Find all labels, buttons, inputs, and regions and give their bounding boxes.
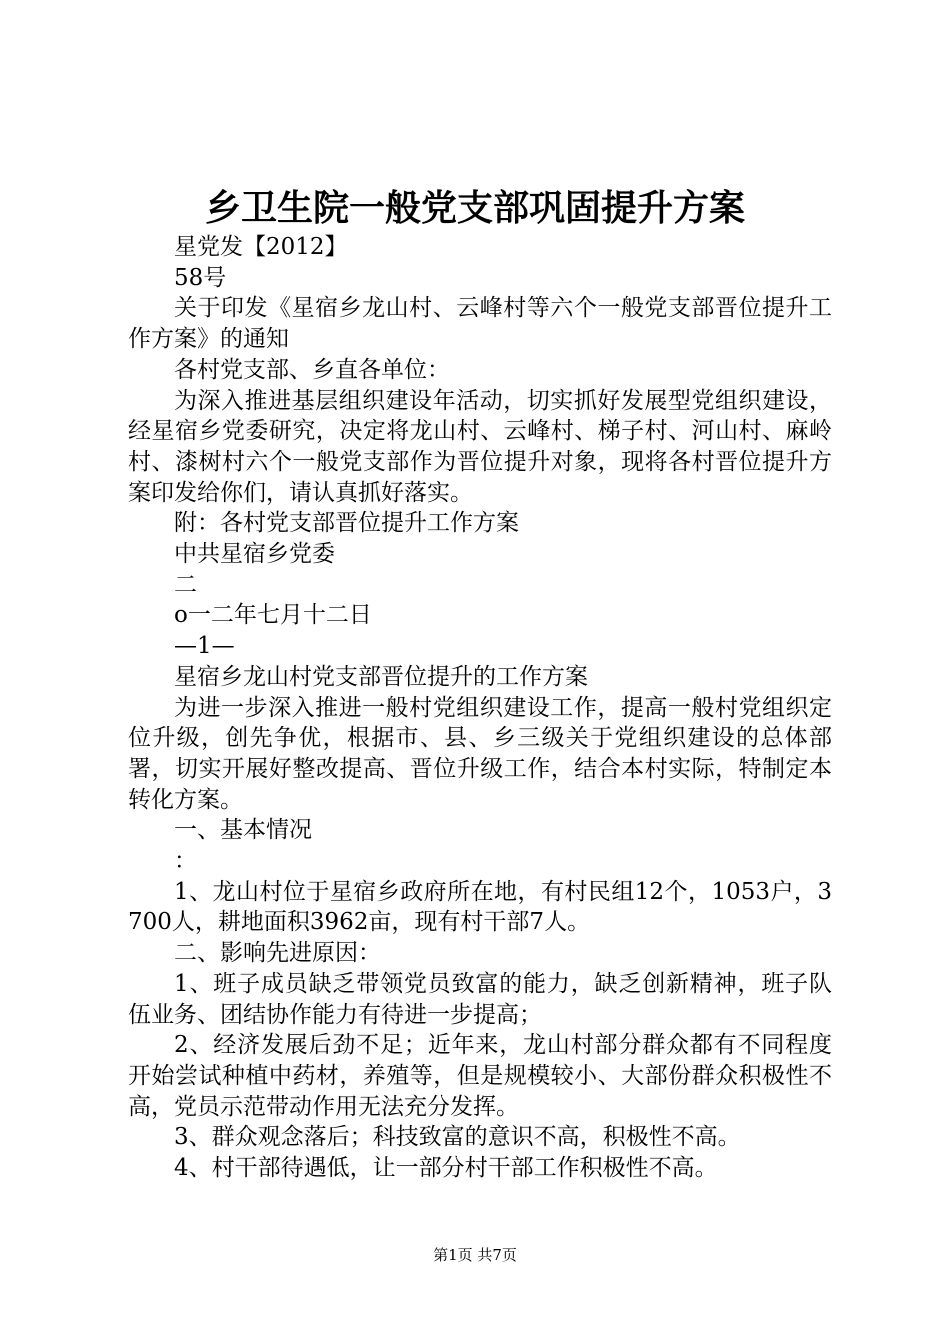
document-title: 乡卫生院一般党支部巩固提升方案 xyxy=(204,187,745,229)
plan-intro: 为进一步深入推进一般村党组织建设工作，提高一般村党组织定位升级，创先争优，根据市、县、乡三级关于党组织建设的总体部署，切实开展好整改提高、晋位升级工作，结合本村实际，特制定本转化方案。 xyxy=(128,694,832,813)
doc-number-suffix: 58号 xyxy=(174,264,227,291)
attachment-line: 附：各村党支部晋位提升工作方案 xyxy=(174,510,519,537)
issuer: 中共星宿乡党委 xyxy=(174,541,335,568)
date-line-1: 二 xyxy=(174,571,197,598)
notice-heading: 关于印发《星宿乡龙山村、云峰村等六个一般党支部晋位提升工作方案》的通知 xyxy=(128,295,832,353)
colon-line: ： xyxy=(174,848,197,875)
notice-paragraph: 为深入推进基层组织建设年活动，切实抓好发展型党组织建设，经星宿乡党委研究，决定将龙山村、云峰村、梯子村、河山村、麻岭村、漆树村六个一般党支部作为晋位提升对象，现将各村晋位提升方案印发给你们，请认真抓好落实。 xyxy=(128,387,832,506)
document-body xyxy=(128,232,832,1184)
reason-item-2: 2、经济发展后劲不足；近年来，龙山村部分群众都有不同程度开始尝试种植中药材，养殖等，但是规模较小、大部份群众积极性不高，党员示范带动作用无法充分发挥。 xyxy=(128,1032,832,1120)
basic-item-1: 1、龙山村位于星宿乡政府所在地，有村民组12个，1053户，3700人，耕地面积3962亩，现有村干部7人。 xyxy=(128,878,832,936)
date-line-2: o一二年七月十二日 xyxy=(174,602,372,629)
section-heading-basic: 一、基本情况 xyxy=(174,817,312,844)
page-marker: —1— xyxy=(174,633,235,660)
reason-item-1: 1、班子成员缺乏带领党员致富的能力，缺乏创新精神，班子队伍业务、团结协作能力有待进一步提高； xyxy=(128,970,832,1028)
plan-heading: 星宿乡龙山村党支部晋位提升的工作方案 xyxy=(174,663,588,690)
section-heading-reasons: 二、影响先进原因： xyxy=(174,940,381,967)
salutation: 各村党支部、乡直各单位： xyxy=(174,356,450,383)
reason-item-3: 3、群众观念落后；科技致富的意识不高，积极性不高。 xyxy=(174,1124,741,1151)
page-footer: 第1页 共7页 xyxy=(433,1246,517,1264)
doc-number: 星党发【2012】 xyxy=(174,234,348,260)
reason-item-4: 4、村干部待遇低，让一部分村干部工作积极性不高。 xyxy=(174,1155,718,1182)
